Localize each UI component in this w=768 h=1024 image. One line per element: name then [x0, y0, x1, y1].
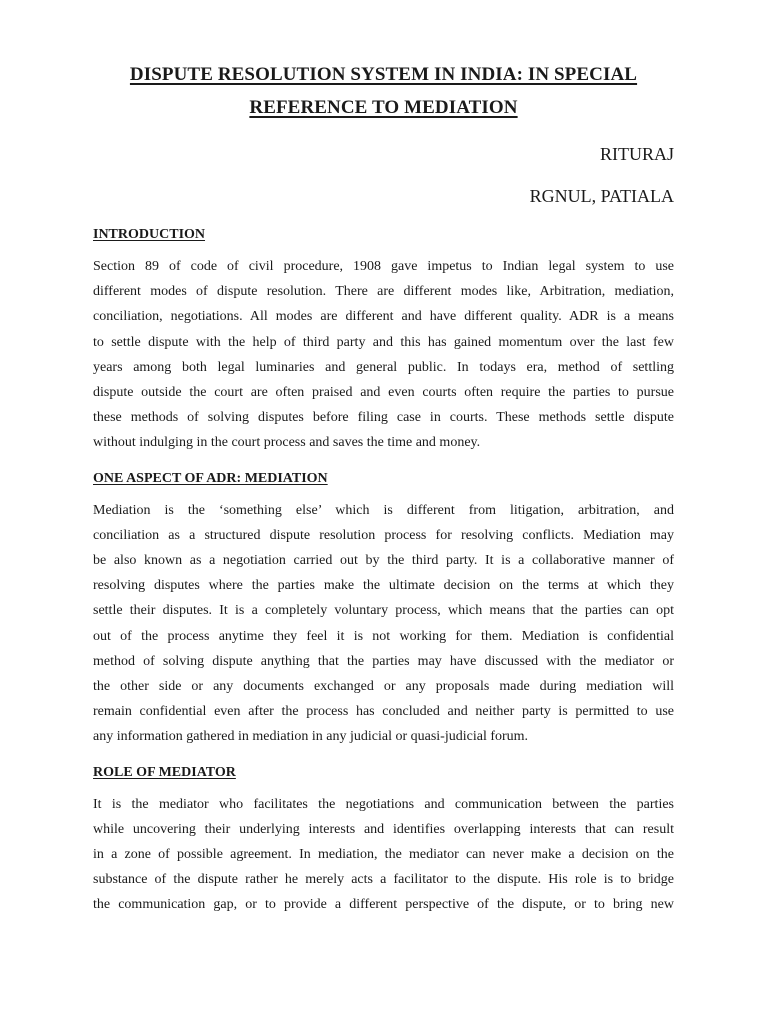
body-line: while uncovering their underlying interests and identifies overlapping interests that can result — [93, 821, 674, 837]
section-body-introduction — [93, 254, 674, 456]
title-line-2: REFERENCE TO MEDIATION — [249, 97, 518, 118]
document-page — [93, 58, 674, 918]
body-line: resolving disputes where the parties make the ultimate decision on the terms at which they — [93, 578, 674, 594]
body-line: It is the mediator who facilitates the negotiations and communication between the parties — [93, 796, 674, 812]
body-line: Section 89 of code of civil procedure, 1908 gave impetus to Indian legal system to use — [93, 259, 674, 274]
body-line: settle their disputes. It is a completely voluntary process, which means that the parties can opt — [93, 603, 674, 619]
body-line: conciliation, negotiations. All modes are different and have different quality. ADR is a means — [93, 309, 674, 325]
document-title — [93, 58, 674, 124]
section-heading-role-of-mediator: ROLE OF MEDIATOR — [93, 764, 236, 780]
body-line: in a zone of possible agreement. In mediation, the mediator can never make a decision on the — [93, 847, 674, 863]
section-body-role-of-mediator — [93, 792, 674, 918]
body-line: different modes of dispute resolution. There are different modes like, Arbitration, mediation, — [93, 284, 674, 300]
body-line: conciliation as a structured dispute resolution process for resolving conflicts. Mediation may — [93, 527, 674, 543]
body-line: these methods of solving disputes before filing case in courts. These methods settle dispute — [93, 410, 674, 426]
body-line: out of the process anytime they feel it is not working for them. Mediation is confidential — [93, 628, 674, 644]
body-line: years among both legal luminaries and general public. In todays era, method of settling — [93, 359, 674, 375]
author-name: RITURAJ — [599, 144, 674, 164]
body-line: remain confidential even after the process has concluded and neither party is permitted to use — [93, 704, 674, 720]
body-line: substance of the dispute rather he merely acts a facilitator to the dispute. His role is to bridge — [93, 872, 674, 888]
body-line: without indulging in the court process and saves the time and money. — [93, 435, 481, 451]
section-heading-introduction: INTRODUCTION — [93, 227, 206, 242]
title-line-1: DISPUTE RESOLUTION SYSTEM IN INDIA: IN SPECIAL — [129, 64, 638, 85]
body-line: dispute outside the court are often praised and even courts often require the parties to pursue — [93, 385, 674, 401]
body-line: be also known as a negotiation carried out by the third party. It is a collaborative manner of — [93, 553, 674, 569]
body-line: method of solving dispute anything that the parties may have discussed with the mediator or — [93, 653, 674, 669]
section-body-mediation — [93, 498, 674, 750]
body-line: the other side or any documents exchanged or any proposals made during mediation will — [93, 679, 674, 695]
author-institution: RGNUL, PATIALA — [529, 186, 674, 206]
body-line: Mediation is the ‘something else’ which is different from litigation, arbitration, and — [93, 502, 674, 518]
body-line: the communication gap, or to provide a different perspective of the dispute, or to bring new — [93, 897, 674, 913]
body-line: to settle dispute with the help of third party and this has gained momentum over the last few — [93, 334, 674, 350]
body-line: any information gathered in mediation in any judicial or quasi-judicial forum. — [93, 729, 529, 745]
section-heading-mediation: ONE ASPECT OF ADR: MEDIATION — [93, 470, 328, 486]
